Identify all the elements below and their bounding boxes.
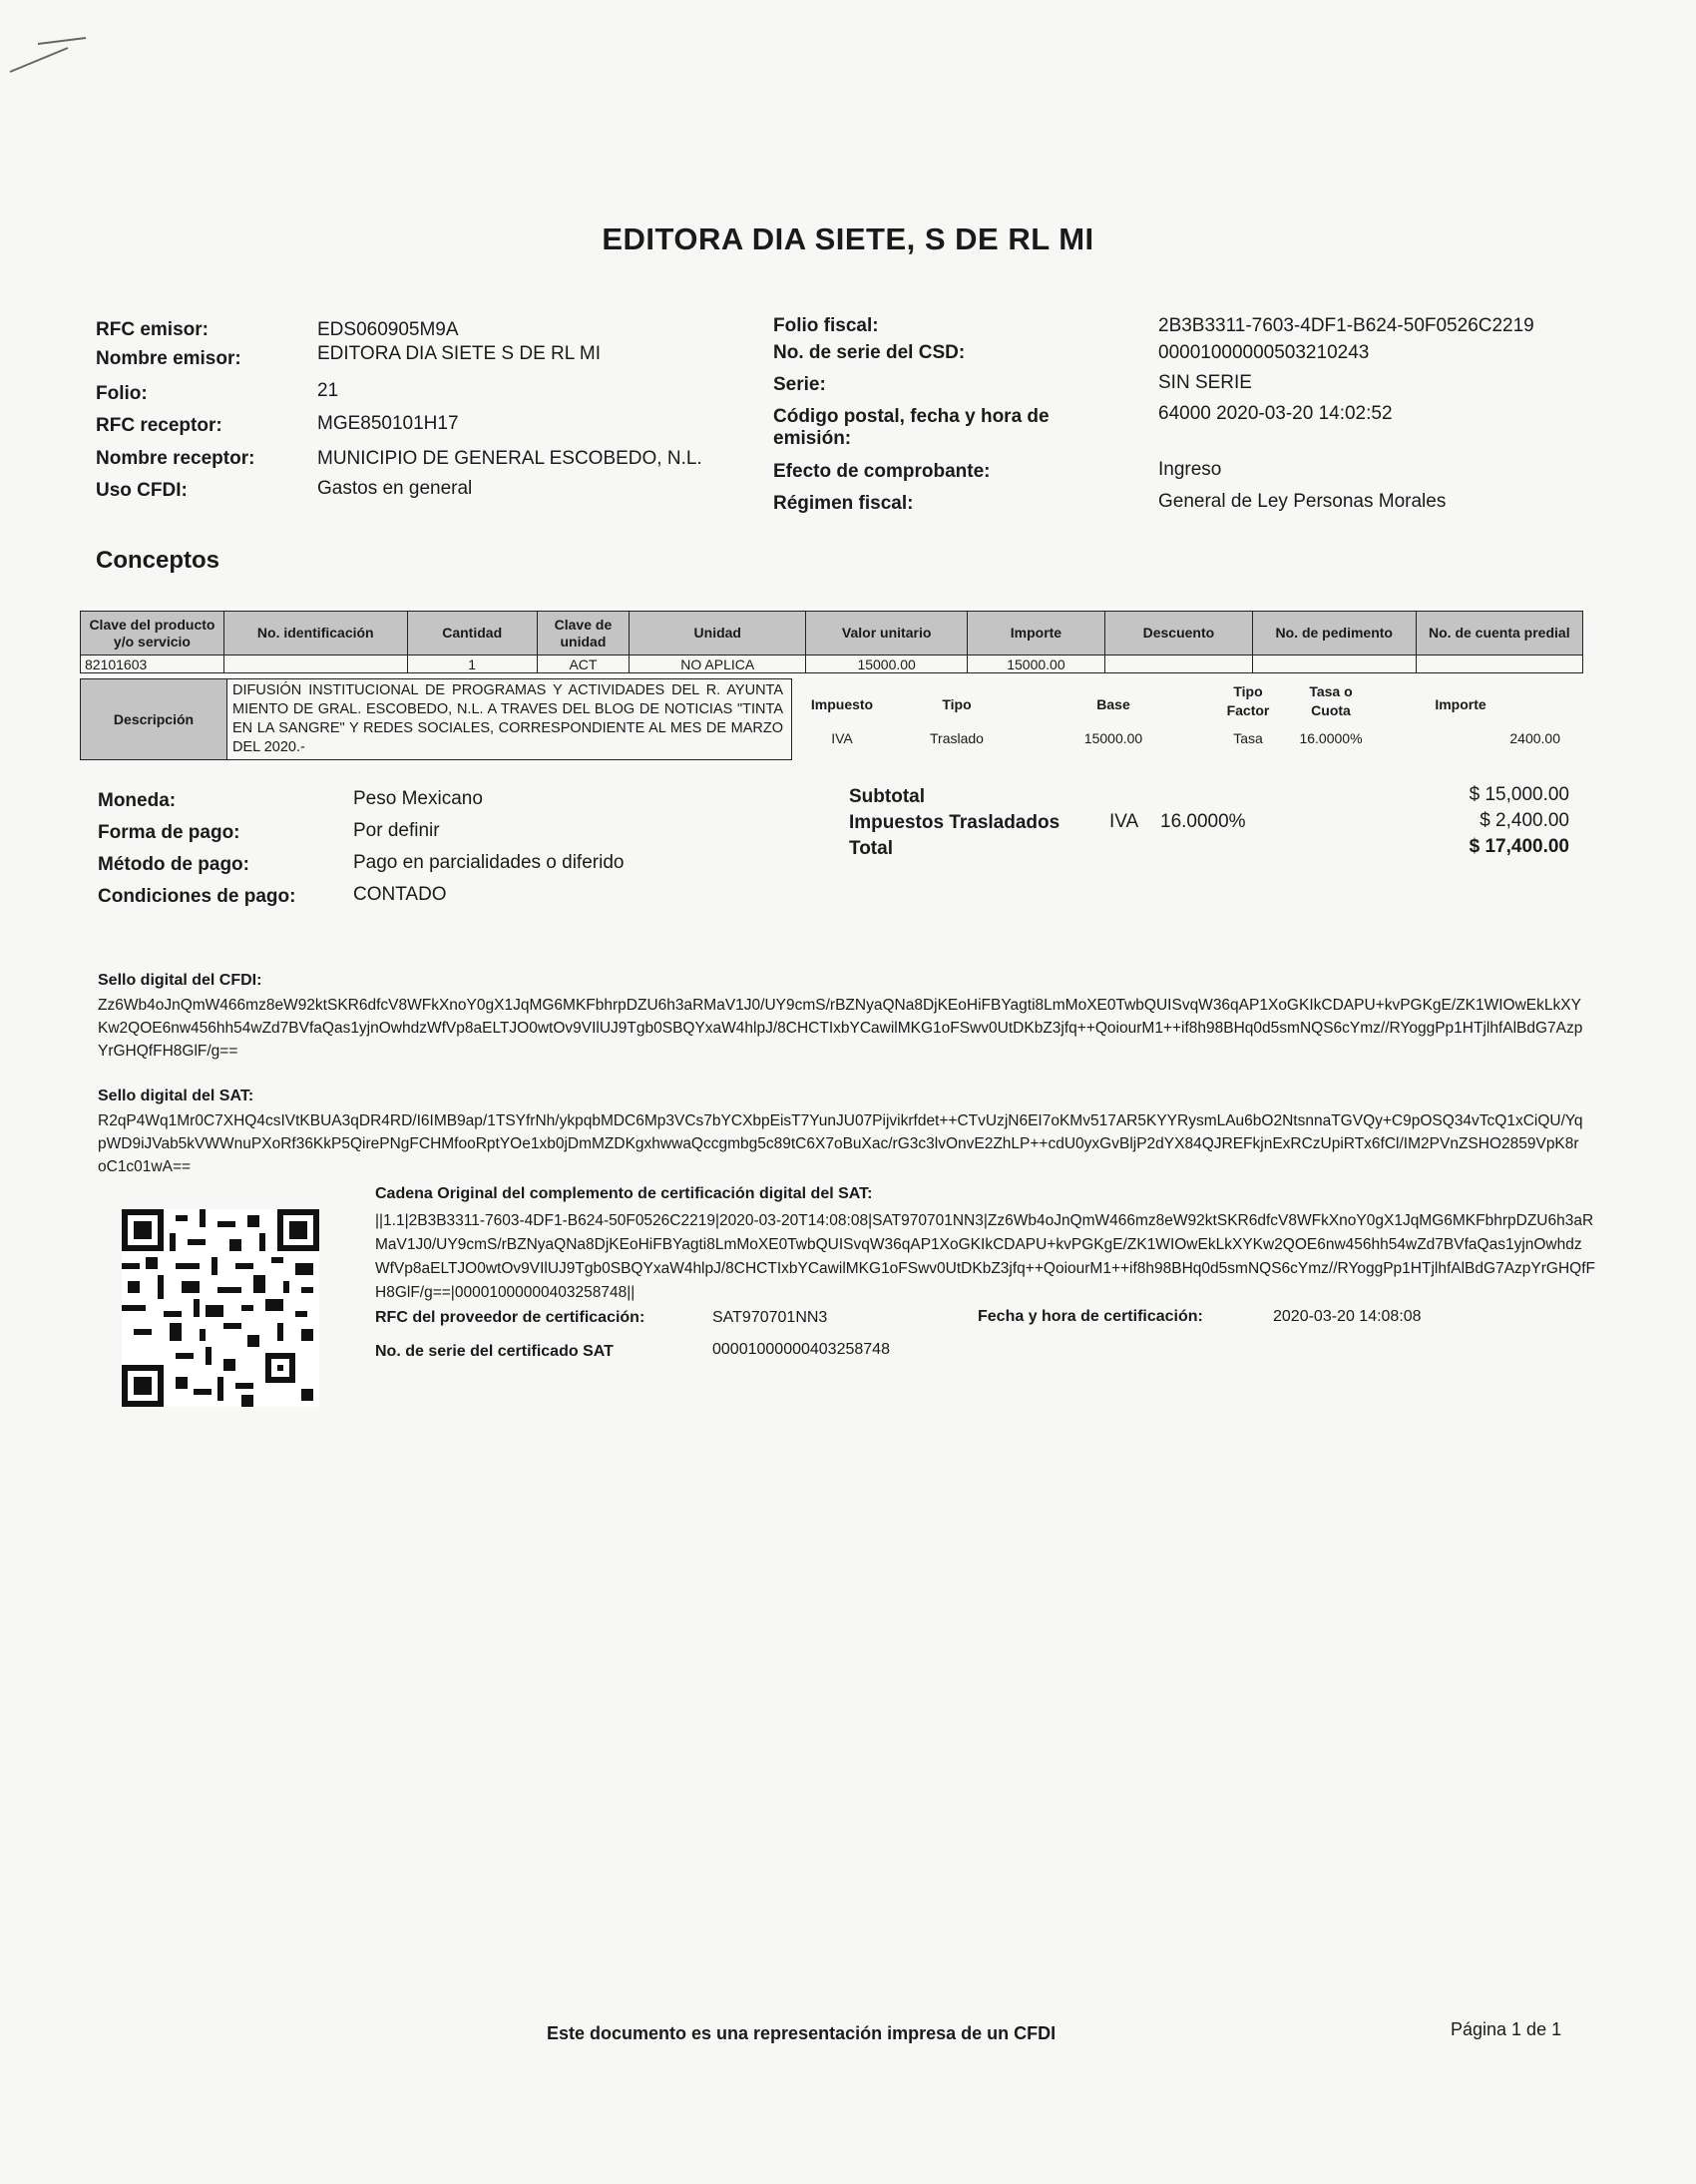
field-value: Peso Mexicano xyxy=(353,788,483,809)
table-row xyxy=(81,655,1583,673)
field-label: RFC receptor: xyxy=(96,415,222,436)
cell xyxy=(1252,655,1416,673)
field-value: SIN SERIE xyxy=(1158,372,1252,393)
cadena-label: Cadena Original del complemento de certificación digital del SAT: xyxy=(375,1185,873,1202)
field-label: Nombre receptor: xyxy=(96,448,255,469)
cell: 1 xyxy=(407,655,537,673)
subtotal-value: $ 15,000.00 xyxy=(1469,784,1569,805)
serie-sat-label: No. de serie del certificado SAT xyxy=(375,1343,614,1360)
impuestos-tasa: 16.0000% xyxy=(1160,811,1246,832)
tax-header: Importe xyxy=(1435,696,1486,712)
total-value: $ 17,400.00 xyxy=(1469,836,1569,857)
sello-cfdi-value: Zz6Wb4oJnQmW466mz8eW92ktSKR6dfcV8WFkXnoY0gX1JqMG6MKFbhrpDZU6h3aRMaV1J0/UY9cmS/rBZNyaQNa8DjKEoHiFBYagti8LmMoXE0TwbQUISvqW36qAP1XoGKIkCDAPU+kvPGKgE/ZK1WIOwEkLkXYKw2QOE6nw456hh54wZd7BVfaQas1yjnOwhdzWfVp8aELTJO0wtOv9VIlUJ9Tgb0SBQYxaW4hlpJ/8CHCTIxbYCawilMKG1oFSwv0UtDKbZ3jfq++QoiourM1++if8h98BHq0d5smNQS6cYmz//RYoggPp1HTjlhfAlBdG7AzpYrGHQfFH8GlF/g== xyxy=(98,997,1583,1060)
rfc-proveedor-label: RFC del proveedor de certificación: xyxy=(375,1309,645,1326)
descripcion-text: DIFUSIÓN INSTITUCIONAL DE PROGRAMAS Y ACTIVIDADES DEL R. AYUNTA MIENTO DE GRAL. ESCOBEDO, N.L. A TRAVES DEL BLOG DE NOTICIAS "TINTA EN LA SANGRE" Y REDES SOCIALES, CORRESPONDIENTE AL MES DE MARZO DEL 2020.- xyxy=(232,682,783,755)
field-label: Régimen fiscal: xyxy=(773,493,914,514)
field-label-2: emisión: xyxy=(773,428,852,449)
tax-header: Tipo xyxy=(942,696,972,712)
footer-note: Este documento es una representación impresa de un CFDI xyxy=(547,2023,1057,2043)
field-value: MGE850101H17 xyxy=(317,413,459,434)
field-value: Gastos en general xyxy=(317,478,473,499)
tax-cell: IVA xyxy=(831,730,853,746)
cell: ACT xyxy=(537,655,629,673)
col-header: Valor unitario xyxy=(806,612,968,655)
field-value: 2B3B3311-7603-4DF1-B624-50F0526C2219 xyxy=(1158,315,1534,336)
cell xyxy=(1416,655,1582,673)
field-label: Forma de pago: xyxy=(98,822,240,843)
field-value: 64000 2020-03-20 14:02:52 xyxy=(1158,403,1393,424)
col-header: Unidad xyxy=(630,612,806,655)
page-title: EDITORA DIA SIETE, S DE RL MI xyxy=(602,221,1094,256)
cell: 15000.00 xyxy=(806,655,968,673)
col-header: Descuento xyxy=(1104,612,1252,655)
field-label: Código postal, fecha y hora de xyxy=(773,406,1050,427)
impuestos-tipo: IVA xyxy=(1109,811,1139,832)
field-label: Método de pago: xyxy=(98,854,249,875)
totals-block xyxy=(849,784,1569,874)
field-label: Folio fiscal: xyxy=(773,315,879,336)
field-label: Nombre emisor: xyxy=(96,348,241,369)
subtotal-label: Subtotal xyxy=(849,786,925,807)
tax-table xyxy=(792,682,1583,752)
tax-cell: Tasa xyxy=(1233,730,1263,746)
field-value: EDS060905M9A xyxy=(317,319,459,340)
field-label: Uso CFDI: xyxy=(96,480,188,501)
field-label: Efecto de comprobante: xyxy=(773,461,991,482)
serie-sat-value: 00001000000403258748 xyxy=(712,1341,890,1358)
tax-cell: Traslado xyxy=(930,730,984,746)
fecha-cert-label: Fecha y hora de certificación: xyxy=(978,1308,1203,1325)
tax-cell: 16.0000% xyxy=(1299,730,1363,746)
col-header: No. de pedimento xyxy=(1252,612,1416,655)
impuestos-label: Impuestos Trasladados xyxy=(849,812,1060,833)
tax-cell: 15000.00 xyxy=(1083,730,1143,746)
sello-sat-value: R2qP4Wq1Mr0C7XHQ4csIVtKBUA3qDR4RD/I6IMB9ap/1TSYfrNh/ykpqbMDC6Mp3VCs7bYCXbpEisT7YunJU07Pijvikrfdet++CTvUzjN6EI7oKMv517AR5KYYRysmLAu6bO2NtsnnaTGVQy+C9pOSQ34vTcQ1xCiQU/YqpWD9iJVab5kVWWnuPXoRf36KkP5QirePNgFCHMfooRptYOe1xb0jDmMZDKgxhwwaQccgmbg5c89tC6X7oBuXac/rG3c3lvOnvE2ZhLP++cdU0yxGvBljP2dYX84QJREFkjnExRCzUpiRTx6fCl/IM2PVnZSHO2859VpK8roC1c01wA== xyxy=(98,1112,1583,1175)
descripcion-label: Descripción xyxy=(81,679,227,759)
pen-mark xyxy=(8,34,88,74)
col-header: Importe xyxy=(967,612,1104,655)
col-header: No. identificación xyxy=(223,612,407,655)
tax-cell: 2400.00 xyxy=(1509,730,1560,746)
conceptos-table xyxy=(80,611,1583,673)
field-value: General de Ley Personas Morales xyxy=(1158,491,1447,512)
page-number: Página 1 de 1 xyxy=(1451,2019,1562,2039)
col-header: Cantidad xyxy=(407,612,537,655)
field-label: Folio: xyxy=(96,383,148,404)
tax-header: Base xyxy=(1096,696,1130,712)
payment-block xyxy=(98,790,796,918)
cell: 15000.00 xyxy=(967,655,1104,673)
cell: 82101603 xyxy=(81,655,224,673)
field-value: 00001000000503210243 xyxy=(1158,342,1370,363)
col-header: Clave de unidad xyxy=(537,612,629,655)
cell: NO APLICA xyxy=(630,655,806,673)
total-label: Total xyxy=(849,838,893,859)
conceptos-heading: Conceptos xyxy=(96,547,220,574)
field-label: Moneda: xyxy=(98,790,177,811)
tax-header: Tipo Factor xyxy=(1226,683,1270,718)
field-value: Por definir xyxy=(353,820,440,841)
fiscal-block xyxy=(773,315,1671,525)
col-header: Clave del producto y/o servicio xyxy=(81,612,224,655)
field-label: No. de serie del CSD: xyxy=(773,342,966,363)
fecha-cert-value: 2020-03-20 14:08:08 xyxy=(1273,1308,1422,1325)
field-value: Ingreso xyxy=(1158,459,1222,480)
field-value: 21 xyxy=(317,380,339,401)
descripcion-row xyxy=(80,678,792,760)
field-value: MUNICIPIO DE GENERAL ESCOBEDO, N.L. xyxy=(317,448,702,469)
field-value: CONTADO xyxy=(353,884,447,905)
cell xyxy=(1104,655,1252,673)
cell xyxy=(223,655,407,673)
qr-code xyxy=(122,1209,319,1407)
emisor-block xyxy=(96,319,754,512)
tax-header: Tasa o Cuota xyxy=(1309,683,1353,718)
field-label: Condiciones de pago: xyxy=(98,886,296,907)
field-label: Serie: xyxy=(773,374,826,395)
impuestos-value: $ 2,400.00 xyxy=(1480,810,1569,831)
tax-header: Impuesto xyxy=(810,696,874,712)
sello-cfdi-label: Sello digital del CFDI: xyxy=(98,972,262,989)
field-label: RFC emisor: xyxy=(96,319,209,340)
rfc-proveedor-value: SAT970701NN3 xyxy=(712,1309,828,1326)
cadena-value: ||1.1|2B3B3311-7603-4DF1-B624-50F0526C2219|2020-03-20T14:08:08|SAT970701NN3|Zz6Wb4oJnQmW466mz8eW92ktSKR6dfcV8WFkXnoY0gX1JqMG6MKFbhrpDZU6h3aRMaV1J0/UY9cmS/rBZNyaQNa8DjKEoHiFBYagti8LmMoXE0TwbQUISvqW36qAP1XoGKIkCDAPU+kvPGKgE/ZK1WIOwEkLkXYKw2QOE6nw456hh54wZd7BVfaQas1yjnOwhdzWfVp8aELTJO0wtOv9VIlUJ9Tgb0SBQYxaW4hlpJ/8CHCTIxbYCawilMKG1oFSwv0UtDKbZ3jfq++QoiourM1++if8h98BHq0d5smNQS6cYmz//RYoggPp1HTjlhfAlBdG7AzpYrGHQfFH8GlF/g==|00001000000403258748|| xyxy=(375,1212,1595,1301)
col-header: No. de cuenta predial xyxy=(1416,612,1582,655)
sello-sat-label: Sello digital del SAT: xyxy=(98,1088,254,1104)
field-value: Pago en parcialidades o diferido xyxy=(353,852,625,873)
field-value: EDITORA DIA SIETE S DE RL MI xyxy=(317,343,602,364)
